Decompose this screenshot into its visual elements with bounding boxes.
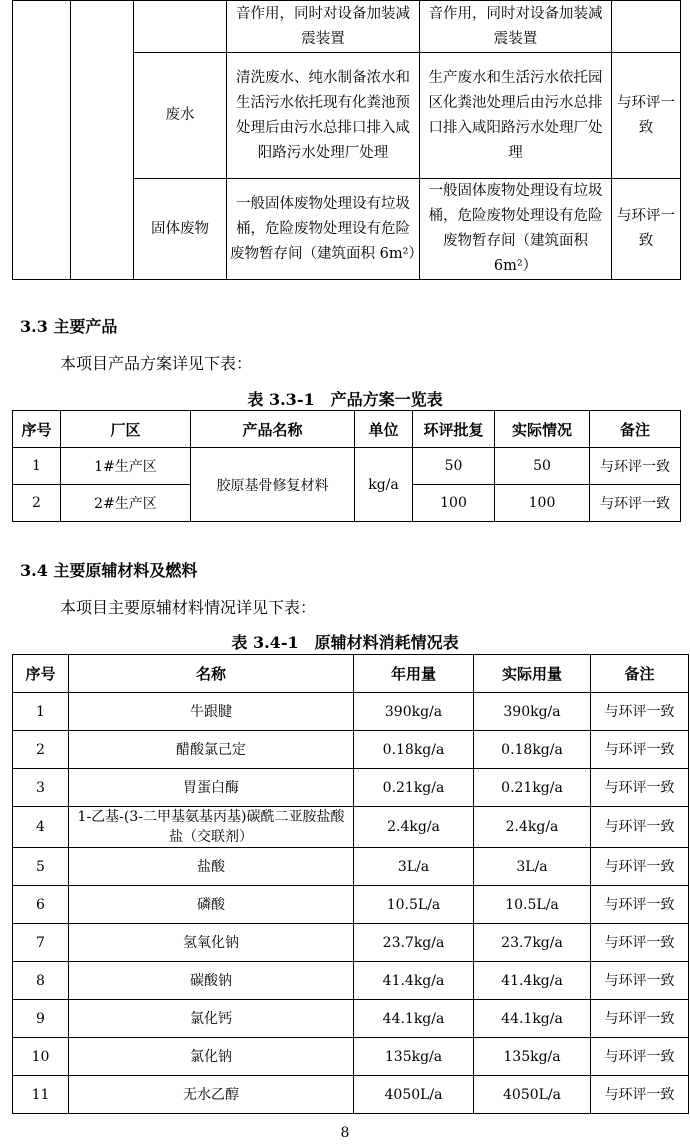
actual-amount-cell: 3L/a bbox=[474, 848, 591, 886]
raw-materials-table bbox=[12, 654, 689, 1114]
table-row bbox=[13, 1038, 689, 1076]
table-row bbox=[13, 448, 681, 485]
material-name-cell: 碳酸钠 bbox=[69, 962, 354, 1000]
material-name-cell: 1-乙基-(3-二甲基氨基丙基)碳酰二亚胺盐酸盐（交联剂） bbox=[69, 807, 354, 848]
row-number: 7 bbox=[13, 924, 69, 962]
annual-amount-cell: 41.4kg/a bbox=[354, 962, 474, 1000]
eia-measure-cell: 一般固体废物处理设有垃圾桶，危险废物处理设有危险废物暂存间（建筑面积 6m²） bbox=[227, 179, 420, 280]
blank-cell bbox=[13, 1, 71, 280]
annual-amount-cell: 135kg/a bbox=[354, 1038, 474, 1076]
material-name-cell: 牛跟腱 bbox=[69, 693, 354, 731]
note-cell: 与环评一致 bbox=[591, 848, 689, 886]
row-number: 10 bbox=[13, 1038, 69, 1076]
column-header: 年用量 bbox=[354, 655, 474, 693]
column-header: 序号 bbox=[13, 411, 61, 448]
table-row bbox=[13, 924, 689, 962]
column-header: 环评批复 bbox=[413, 411, 495, 448]
material-name-cell: 胃蛋白酶 bbox=[69, 769, 354, 807]
area-cell: 2#生产区 bbox=[61, 485, 191, 522]
material-name-cell: 盐酸 bbox=[69, 848, 354, 886]
table-row bbox=[13, 1000, 689, 1038]
note-cell: 与环评一致 bbox=[591, 1038, 689, 1076]
annual-amount-cell: 3L/a bbox=[354, 848, 474, 886]
product-scheme-table bbox=[12, 410, 681, 522]
eia-measure-cell: 清洗废水、纯水制备浓水和生活污水依托现有化粪池预处理后由污水总排口排入咸阳路污水处理厂处理 bbox=[227, 53, 420, 179]
column-header: 名称 bbox=[69, 655, 354, 693]
material-name-cell: 氯化钠 bbox=[69, 1038, 354, 1076]
row-number: 8 bbox=[13, 962, 69, 1000]
row-number: 11 bbox=[13, 1076, 69, 1114]
table-row bbox=[13, 769, 689, 807]
column-header: 厂区 bbox=[61, 411, 191, 448]
table-row bbox=[13, 962, 689, 1000]
row-number: 6 bbox=[13, 886, 69, 924]
row-number: 5 bbox=[13, 848, 69, 886]
actual-amount-cell: 41.4kg/a bbox=[474, 962, 591, 1000]
note-cell: 与环评一致 bbox=[591, 924, 689, 962]
table-row bbox=[13, 693, 689, 731]
material-name-cell: 磷酸 bbox=[69, 886, 354, 924]
column-header: 序号 bbox=[13, 655, 69, 693]
table-3-4-1-caption: 表 3.4-1 原辅材料消耗情况表 bbox=[231, 633, 459, 652]
note-cell: 与环评一致 bbox=[612, 53, 681, 179]
row-number: 3 bbox=[13, 769, 69, 807]
column-header: 单位 bbox=[355, 411, 413, 448]
page-number: 8 bbox=[340, 1125, 350, 1141]
note-cell: 与环评一致 bbox=[590, 485, 681, 522]
note-cell: 与环评一致 bbox=[591, 769, 689, 807]
row-number: 2 bbox=[13, 731, 69, 769]
actual-amount-cell: 0.21kg/a bbox=[474, 769, 591, 807]
blank-cell bbox=[71, 1, 134, 280]
annual-amount-cell: 2.4kg/a bbox=[354, 807, 474, 848]
column-header: 实际情况 bbox=[495, 411, 590, 448]
material-name-cell: 氯化钙 bbox=[69, 1000, 354, 1038]
table-3-3-1-caption: 表 3.3-1 产品方案一览表 bbox=[247, 390, 443, 409]
note-cell: 与环评一致 bbox=[591, 1000, 689, 1038]
row-number: 4 bbox=[13, 807, 69, 848]
annual-amount-cell: 23.7kg/a bbox=[354, 924, 474, 962]
row-number: 1 bbox=[13, 693, 69, 731]
note-cell: 与环评一致 bbox=[591, 1076, 689, 1114]
actual-amount-cell: 4050L/a bbox=[474, 1076, 591, 1114]
actual-amount-cell: 135kg/a bbox=[474, 1038, 591, 1076]
actual-amount-cell: 2.4kg/a bbox=[474, 807, 591, 848]
note-cell: 与环评一致 bbox=[591, 962, 689, 1000]
note-cell: 与环评一致 bbox=[591, 886, 689, 924]
table-row bbox=[13, 848, 689, 886]
actual-amount-cell: 10.5L/a bbox=[474, 886, 591, 924]
annual-amount-cell: 0.18kg/a bbox=[354, 731, 474, 769]
table-row bbox=[13, 1, 681, 53]
note-cell: 与环评一致 bbox=[591, 731, 689, 769]
approved-cell: 100 bbox=[413, 485, 495, 522]
actual-amount-cell: 390kg/a bbox=[474, 693, 591, 731]
actual-measure-cell: 音作用，同时对设备加装减震装置 bbox=[420, 1, 612, 53]
note-cell bbox=[612, 1, 681, 53]
actual-amount-cell: 44.1kg/a bbox=[474, 1000, 591, 1038]
table-row bbox=[13, 886, 689, 924]
row-number: 2 bbox=[13, 485, 61, 522]
material-name-cell: 醋酸氯己定 bbox=[69, 731, 354, 769]
column-header: 备注 bbox=[591, 655, 689, 693]
row-number: 1 bbox=[13, 448, 61, 485]
category-cell bbox=[134, 1, 227, 53]
section-3-4-heading: 3.4 主要原辅材料及燃料 bbox=[20, 561, 198, 580]
actual-cell: 100 bbox=[495, 485, 590, 522]
material-name-cell: 无水乙醇 bbox=[69, 1076, 354, 1114]
actual-cell: 50 bbox=[495, 448, 590, 485]
column-header: 实际用量 bbox=[474, 655, 591, 693]
column-header: 产品名称 bbox=[191, 411, 355, 448]
note-cell: 与环评一致 bbox=[612, 179, 681, 280]
unit-cell: kg/a bbox=[355, 448, 413, 522]
material-name-cell: 氢氧化钠 bbox=[69, 924, 354, 962]
eia-measure-cell: 音作用，同时对设备加装减震装置 bbox=[227, 1, 420, 53]
continued-measures-table bbox=[12, 0, 681, 280]
column-header: 备注 bbox=[590, 411, 681, 448]
actual-amount-cell: 0.18kg/a bbox=[474, 731, 591, 769]
table-row bbox=[13, 1076, 689, 1114]
actual-amount-cell: 23.7kg/a bbox=[474, 924, 591, 962]
actual-measure-cell: 生产废水和生活污水依托园区化粪池处理后由污水总排口排入咸阳路污水处理厂处理 bbox=[420, 53, 612, 179]
area-cell: 1#生产区 bbox=[61, 448, 191, 485]
annual-amount-cell: 390kg/a bbox=[354, 693, 474, 731]
section-3-3-heading: 3.3 主要产品 bbox=[20, 317, 118, 336]
actual-measure-cell: 一般固体废物处理设有垃圾桶，危险废物处理设有危险废物暂存间（建筑面积 6m²） bbox=[420, 179, 612, 280]
annual-amount-cell: 10.5L/a bbox=[354, 886, 474, 924]
section-3-4-intro: 本项目主要原辅材料情况详见下表： bbox=[60, 598, 317, 617]
section-3-3-intro: 本项目产品方案详见下表： bbox=[60, 354, 253, 373]
product-name-cell: 胶原基骨修复材料 bbox=[191, 448, 355, 522]
note-cell: 与环评一致 bbox=[591, 807, 689, 848]
category-cell: 废水 bbox=[134, 53, 227, 179]
annual-amount-cell: 4050L/a bbox=[354, 1076, 474, 1114]
row-number: 9 bbox=[13, 1000, 69, 1038]
annual-amount-cell: 44.1kg/a bbox=[354, 1000, 474, 1038]
note-cell: 与环评一致 bbox=[591, 693, 689, 731]
table-row bbox=[13, 731, 689, 769]
note-cell: 与环评一致 bbox=[590, 448, 681, 485]
approved-cell: 50 bbox=[413, 448, 495, 485]
category-cell: 固体废物 bbox=[134, 179, 227, 280]
annual-amount-cell: 0.21kg/a bbox=[354, 769, 474, 807]
table-row bbox=[13, 807, 689, 848]
